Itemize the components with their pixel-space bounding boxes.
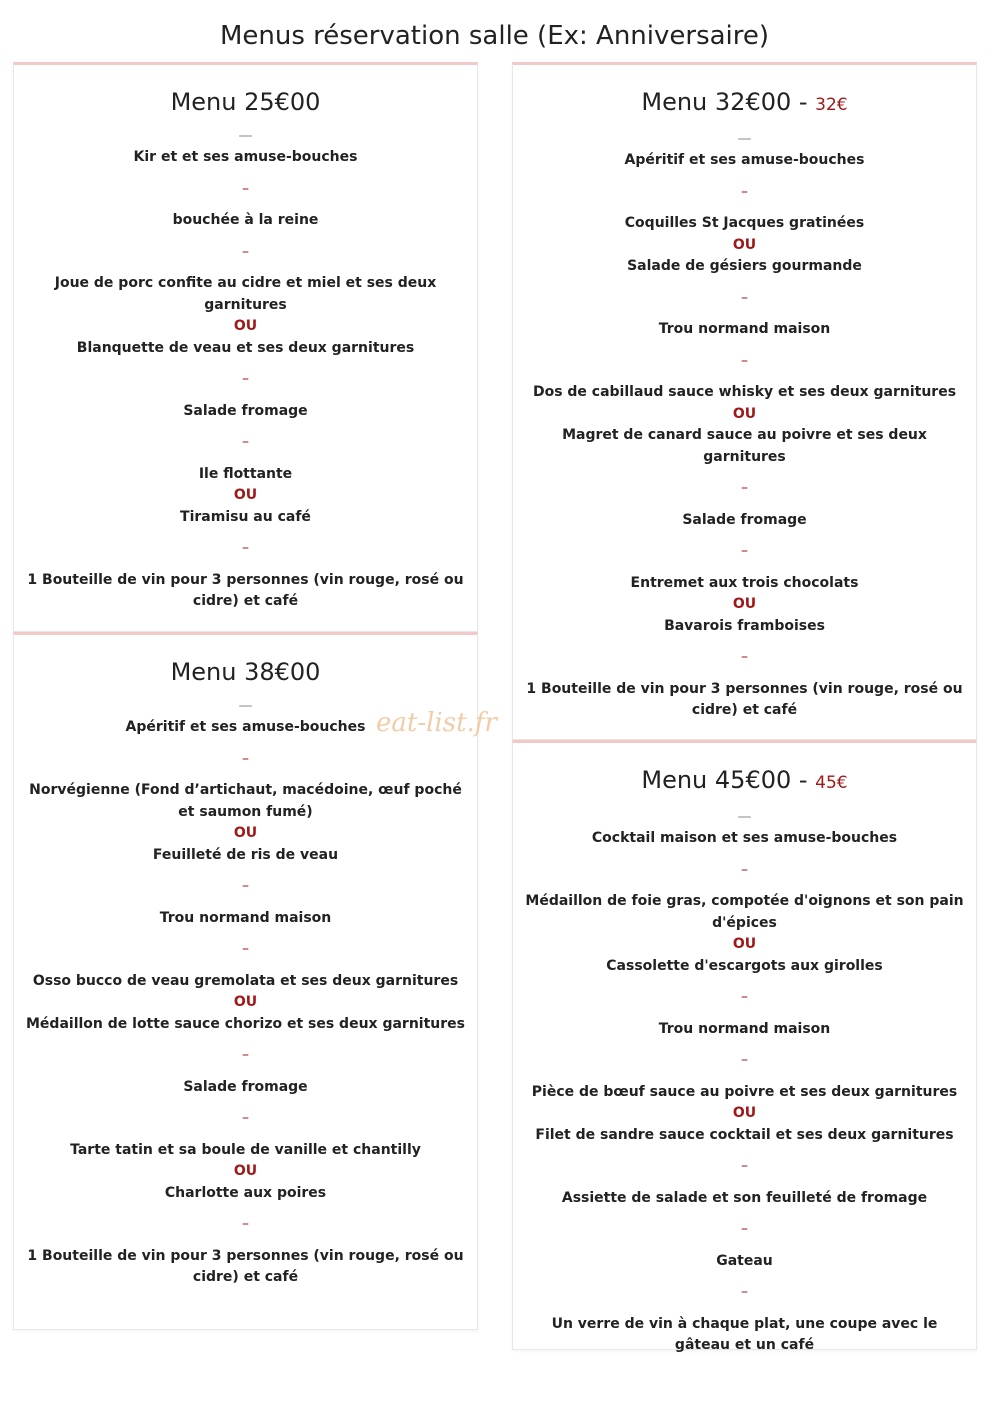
dish-item: Assiette de salade et son feuilleté de fromage [561, 1189, 928, 1206]
course-block [513, 1019, 976, 1041]
price-dash: - [791, 766, 816, 794]
dish-item: Kir et et ses amuse-bouches [133, 149, 358, 165]
course-separator: – [242, 750, 249, 767]
course-separator: – [741, 649, 748, 665]
course-block [14, 401, 477, 423]
dish-item: Salade fromage [183, 1078, 308, 1095]
course-block [14, 1077, 477, 1099]
menu-title [14, 87, 477, 117]
course-block [513, 1188, 976, 1210]
watermark-text: eat-list.fr [376, 708, 497, 738]
choice-or: OU [233, 825, 258, 841]
choice-or: OU [732, 405, 757, 422]
course-block [14, 210, 477, 232]
course-block [513, 319, 976, 341]
dish-item: Trou normand maison [159, 909, 332, 926]
dish-item: Feuilleté de ris de veau [152, 846, 339, 863]
menu-title-text: Menu 25€00 [170, 88, 321, 116]
dish-item: Norvégienne (Fond d’artichaut, macédoine, œuf poché et saumon fumé) [29, 782, 462, 820]
dish-item: Cassolette d'escargots aux girolles [606, 957, 883, 974]
course-separator: – [741, 352, 748, 369]
course-separator: – [242, 1216, 249, 1232]
dish-item: Tarte tatin et sa boule de vanille et chantilly [70, 1141, 421, 1158]
course-block [14, 273, 477, 359]
dish-item: Trou normand maison [658, 1020, 831, 1037]
dish-item: Tiramisu au café [180, 508, 311, 525]
course-block [513, 573, 976, 638]
course-block [14, 908, 477, 930]
course-separator: – [741, 1221, 748, 1237]
menu-card-32 [512, 62, 977, 740]
course-block [14, 570, 477, 613]
dish-item: Salade fromage [682, 511, 807, 528]
course-separator: – [242, 371, 249, 387]
dish-item: Filet de sandre sauce cocktail et ses deux garnitures [535, 1126, 954, 1143]
dish-item: Magret de canard sauce au poivre et ses deux garnitures [562, 427, 927, 465]
course-separator: – [741, 861, 748, 878]
dish-item: Entremet aux trois chocolats [630, 574, 859, 591]
dish-item: Gateau [716, 1252, 773, 1269]
dish-item: Cocktail maison et ses amuse-bouches [591, 830, 898, 846]
course-block [14, 147, 477, 169]
choice-or: OU [233, 487, 258, 503]
price-dash: - [791, 88, 816, 116]
menu-title-text: Menu 45€00 [641, 766, 792, 794]
course-block [513, 213, 976, 278]
course-block [513, 828, 976, 850]
dish-item: bouchée à la reine [172, 212, 319, 228]
menu-title [513, 765, 976, 798]
course-block [513, 1314, 976, 1357]
title-separator: — [238, 698, 253, 714]
dish-item: Dos de cabillaud sauce whisky et ses deux garnitures [532, 384, 957, 400]
dish-item: 1 Bouteille de vin pour 3 personnes (vin rouge, rosé ou cidre) et café [27, 571, 464, 609]
course-separator: – [242, 540, 249, 556]
course-block [14, 1140, 477, 1205]
dish-item: Trou normand maison [658, 321, 831, 337]
menu-title-text: Menu 38€00 [170, 658, 321, 686]
dish-item: Salade de gésiers gourmande [627, 258, 862, 274]
title-separator: — [238, 128, 253, 144]
course-separator: – [242, 1110, 249, 1126]
course-separator: – [242, 878, 249, 894]
choice-or: OU [233, 318, 258, 334]
course-block [513, 1082, 976, 1147]
course-block [513, 510, 976, 532]
course-separator: – [741, 1052, 748, 1068]
course-block [513, 679, 976, 722]
menu-alt-price: 45€ [815, 773, 848, 793]
dish-item: Médaillon de lotte sauce chorizo et ses deux garnitures [26, 1015, 465, 1032]
course-block [14, 464, 477, 529]
dish-item: Charlotte aux poires [164, 1184, 327, 1201]
dish-item: Apéritif et ses amuse-bouches [125, 719, 366, 735]
course-separator: – [242, 180, 249, 197]
course-block [14, 971, 477, 1036]
course-separator: – [242, 941, 249, 957]
dish-item: Pièce de bœuf sauce au poivre et ses deux garnitures [531, 1083, 958, 1100]
course-block [513, 891, 976, 977]
course-separator: – [741, 289, 748, 306]
course-separator: – [242, 434, 249, 450]
menu-card-45 [512, 740, 977, 1353]
course-separator: – [741, 989, 748, 1005]
menu-title [513, 87, 976, 120]
course-block [513, 150, 976, 172]
dish-item: Apéritif et ses amuse-bouches [624, 152, 865, 168]
choice-or: OU [233, 994, 258, 1010]
dish-item: Un verre de vin à chaque plat, une coupe avec le gâteau et un café [551, 1315, 938, 1353]
dish-item: Coquilles St Jacques gratinées [624, 215, 865, 231]
choice-or: OU [732, 596, 757, 612]
dish-item: Salade fromage [183, 402, 308, 419]
menu-title [14, 657, 477, 687]
course-separator: – [741, 1158, 748, 1174]
course-separator: – [741, 183, 748, 200]
course-block [14, 1246, 477, 1289]
title-separator: — [737, 809, 752, 825]
dish-item: Ile flottante [198, 465, 293, 482]
dish-item: 1 Bouteille de vin pour 3 personnes (vin rouge, rosé ou cidre) et café [27, 1247, 464, 1285]
dish-item: 1 Bouteille de vin pour 3 personnes (vin rouge, rosé ou cidre) et café [526, 680, 963, 718]
course-block [513, 1251, 976, 1273]
course-block [14, 780, 477, 866]
course-separator: – [242, 1047, 249, 1063]
dish-item: Blanquette de veau et ses deux garnitures [76, 339, 415, 356]
course-separator: – [741, 543, 748, 559]
course-separator: – [242, 243, 249, 260]
menu-title-text: Menu 32€00 [641, 88, 792, 116]
choice-or: OU [732, 236, 757, 253]
course-separator: – [741, 1284, 748, 1300]
menu-alt-price: 32€ [815, 95, 848, 115]
dish-item: Bavarois framboises [664, 617, 825, 634]
choice-or: OU [233, 1163, 258, 1179]
choice-or: OU [732, 936, 757, 952]
choice-or: OU [732, 1105, 757, 1121]
title-separator: — [737, 131, 752, 147]
dish-item: Osso bucco de veau gremolata et ses deux garnitures [32, 972, 459, 989]
course-separator: – [741, 480, 748, 496]
dish-item: Joue de porc confite au cidre et miel et ses deux garnitures [54, 275, 437, 313]
course-block [513, 382, 976, 468]
dish-item: Médaillon de foie gras, compotée d'oignons et son pain d'épices [525, 893, 964, 931]
page-title: Menus réservation salle (Ex: Anniversaire) [219, 21, 770, 51]
menu-card-25 [13, 62, 478, 632]
